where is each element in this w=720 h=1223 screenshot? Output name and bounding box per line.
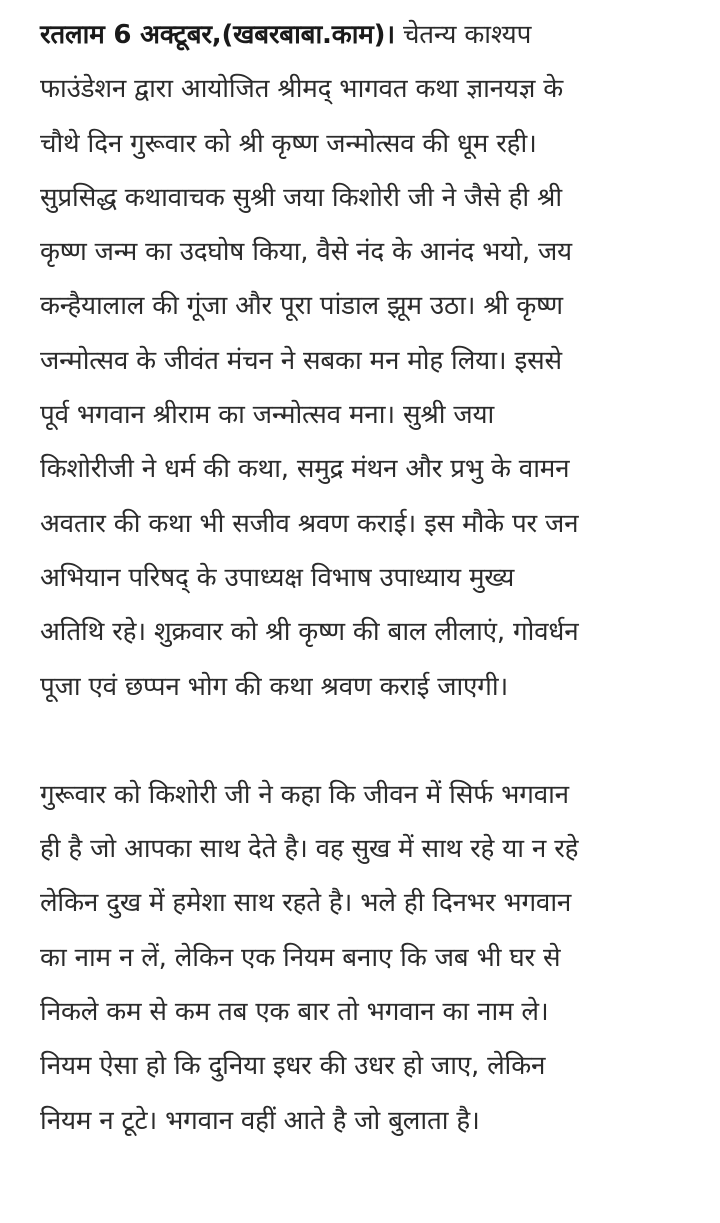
news-article	[40, 8, 690, 1148]
paragraph-line: चौथे दिन गुरूवार को श्री कृष्ण जन्मोत्सव की धूम रही।	[40, 128, 537, 159]
paragraph-line: गुरूवार को किशोरी जी ने कहा कि जीवन में सिर्फ भगवान	[40, 779, 569, 810]
paragraph-line: कृष्ण जन्म का उदघोष किया, वैसे नंद के आनंद भयो, जय	[40, 237, 572, 268]
paragraph-line: ही है जो आपका साथ देते है। वह सुख में साथ रहे या न रहे	[40, 834, 579, 865]
paragraph-line: निकले कम से कम तब एक बार तो भगवान का नाम ले।	[40, 997, 549, 1028]
paragraph-line: कन्हैयालाल की गूंजा और पूरा पांडाल झूम उठा। श्री कृष्ण	[40, 291, 563, 322]
paragraph-line: पूर्व भगवान श्रीराम का जन्मोत्सव मना। सुश्री जया	[40, 400, 495, 431]
paragraph-line: लेकिन दुख में हमेशा साथ रहते है। भले ही दिनभर भगवान	[40, 888, 572, 919]
paragraph-line: नियम न टूटे। भगवान वहीं आते है जो बुलाता है।	[40, 1105, 480, 1136]
paragraph-line: जन्मोत्सव के जीवंत मंचन ने सबका मन मोह लिया। इससे	[40, 345, 562, 376]
paragraph-line-text: चेतन्य काश्यप	[394, 20, 532, 50]
paragraph-line	[40, 8, 690, 62]
paragraph-line: अभियान परिषद् के उपाध्यक्ष विभाष उपाध्याय मुख्य	[40, 562, 515, 593]
paragraph-line: अतिथि रहे। शुक्रवार को श्री कृष्ण की बाल लीलाएं, गोवर्धन	[40, 617, 579, 648]
paragraph-line: पूजा एवं छप्पन भोग की कथा श्रवण कराई जाएगी।	[40, 671, 509, 702]
paragraph-line: अवतार की कथा भी सजीव श्रवण कराई। इस मौके पर जन	[40, 508, 579, 539]
paragraph-line: सुप्रसिद्ध कथावाचक सुश्री जया किशोरी जी ने जैसे ही श्री	[40, 182, 562, 213]
dateline: रतलाम 6 अक्टूबर,(खबरबाबा.काम)।	[40, 20, 395, 50]
paragraph-line: का नाम न लें, लेकिन एक नियम बनाए कि जब भी घर से	[40, 942, 561, 973]
paragraph-line: फाउंडेशन द्वारा आयोजित श्रीमद् भागवत कथा ज्ञानयज्ञ के	[40, 74, 564, 105]
article-paragraph-2	[40, 768, 690, 1148]
paragraph-line: नियम ऐसा हो कि दुनिया इधर की उधर हो जाए, लेकिन	[40, 1051, 546, 1082]
paragraph-line: किशोरीजी ने धर्म की कथा, समुद्र मंथन और प्रभु के वामन	[40, 454, 570, 485]
article-paragraph-1	[40, 8, 690, 714]
